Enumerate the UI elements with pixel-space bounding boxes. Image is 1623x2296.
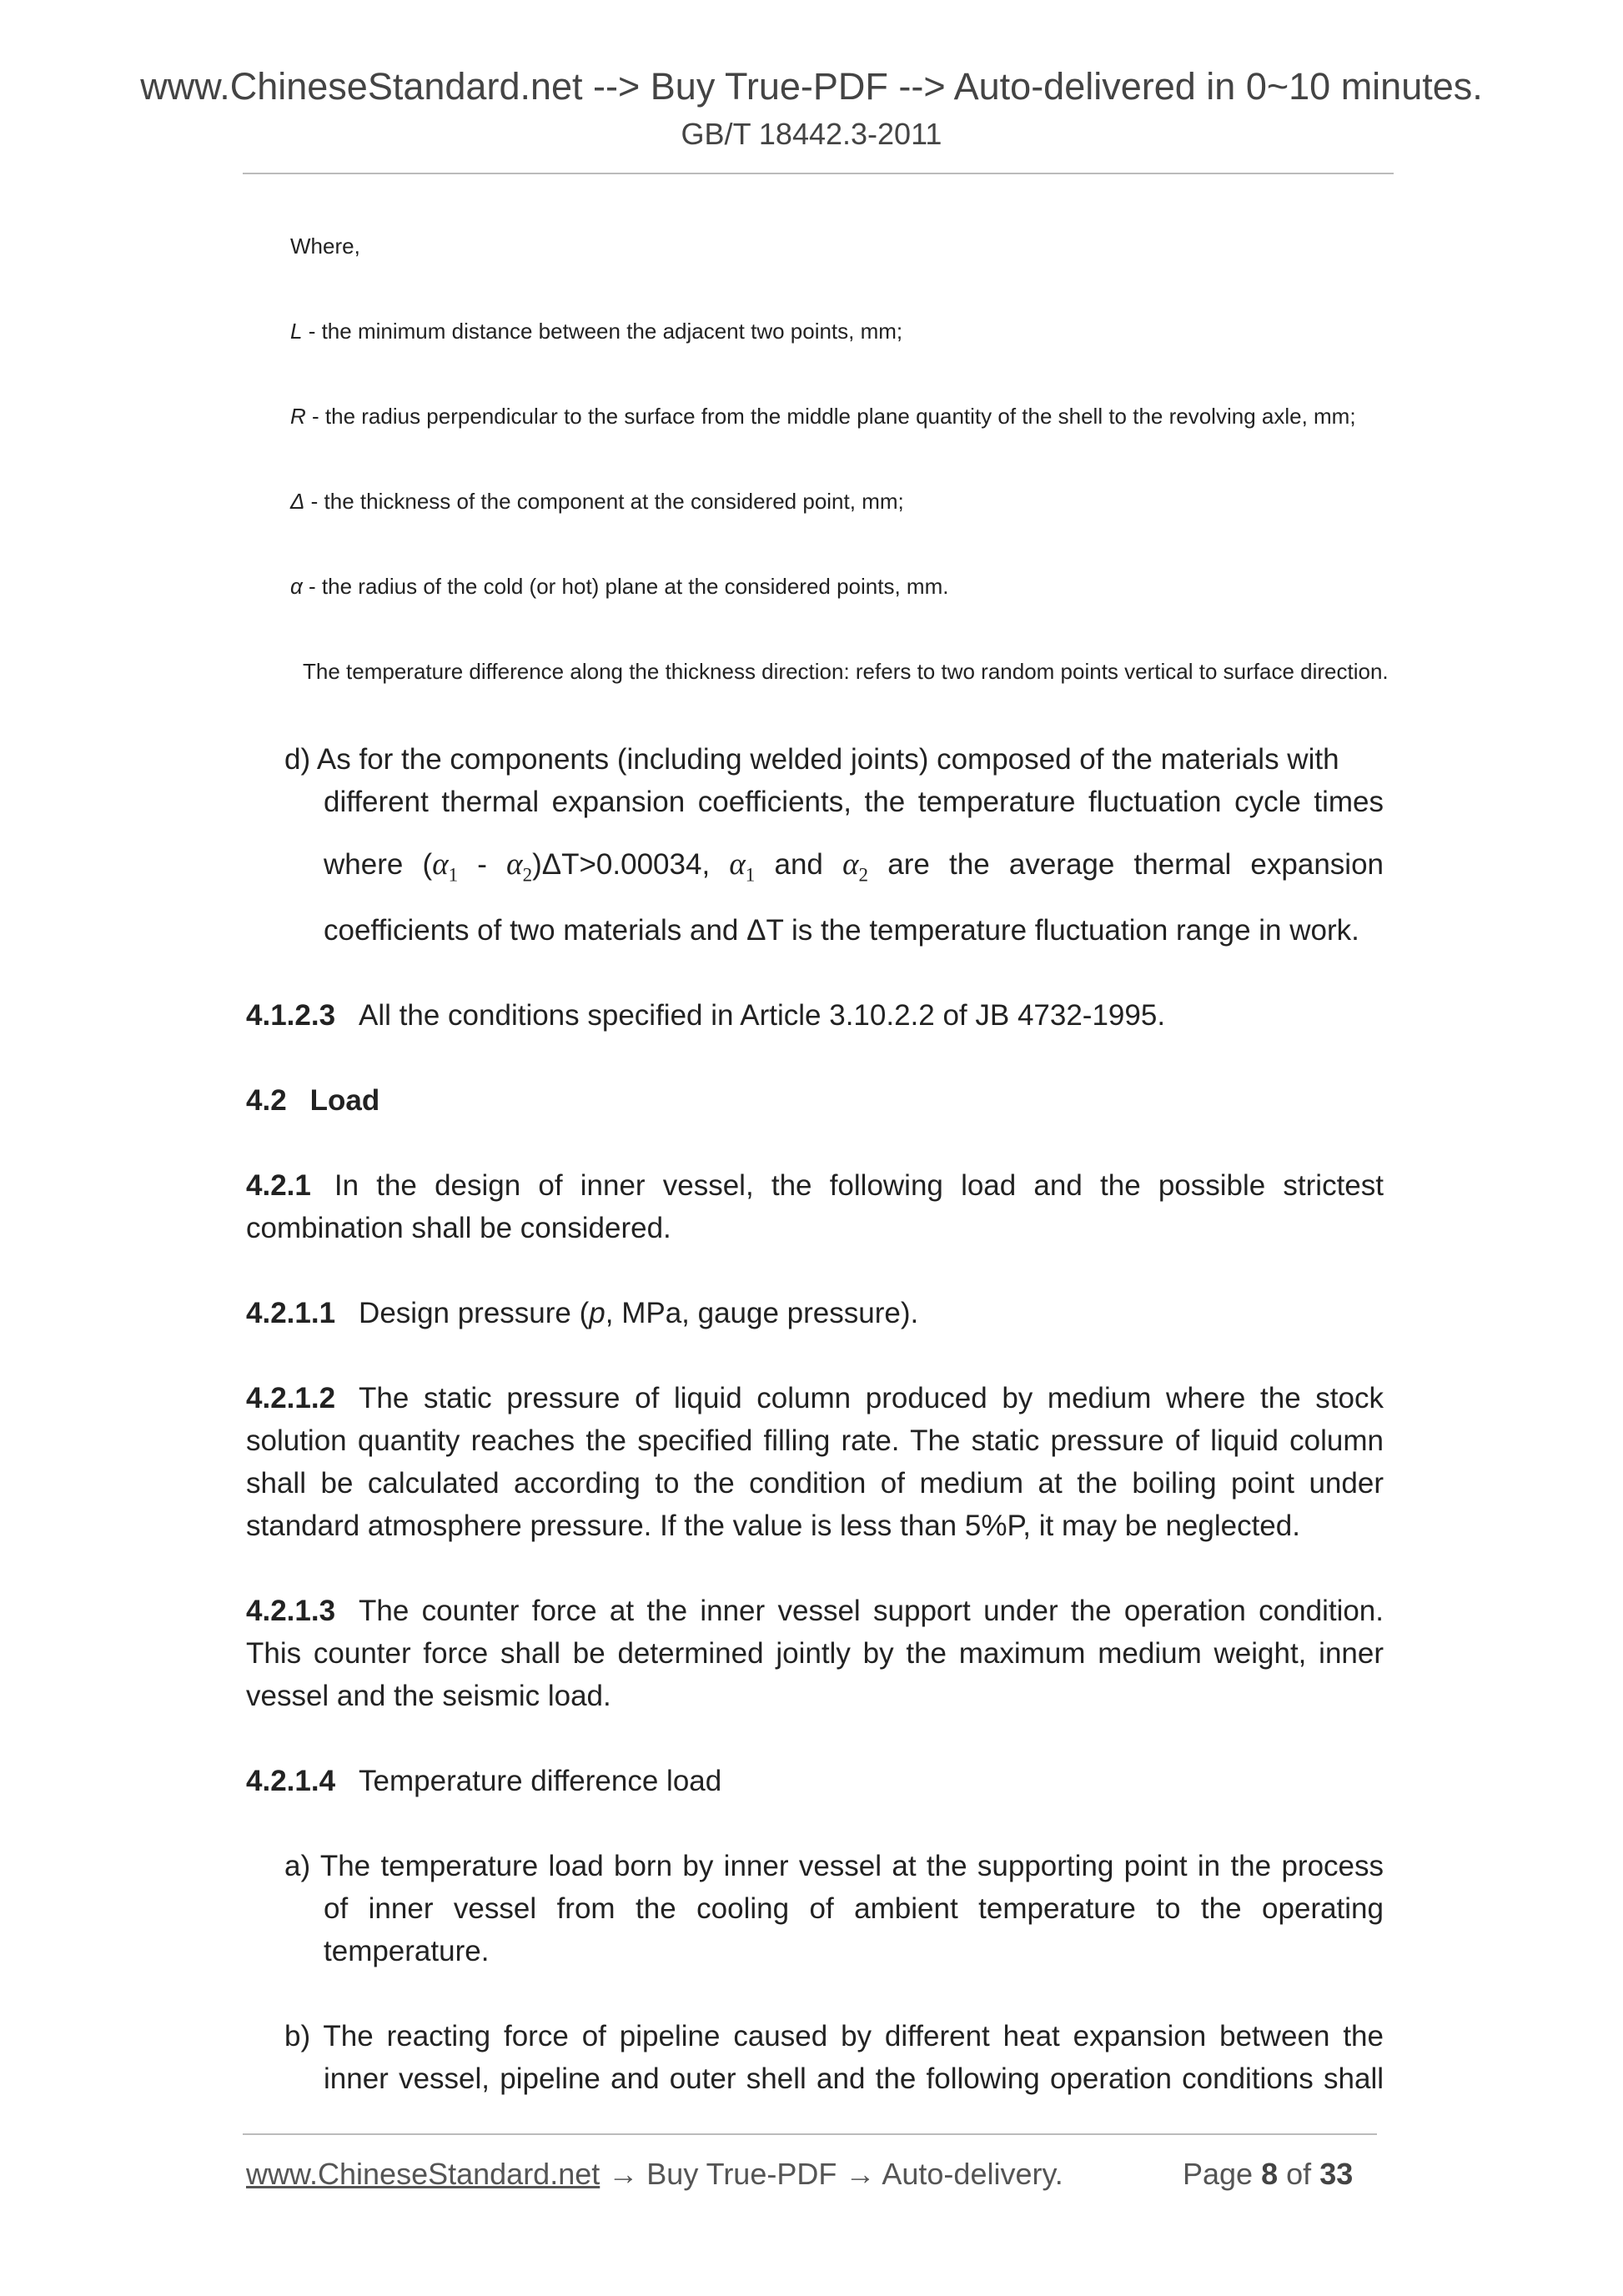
section-4-2-1-1: 4.2.1.1 Design pressure (p, MPa, gauge pressure).: [246, 1297, 919, 1329]
condition-text: )ΔT>0.00034,: [532, 848, 711, 881]
footer-buy-text: Buy True-PDF: [646, 2157, 837, 2191]
footer-divider: [243, 2133, 1377, 2135]
page-indicator: [1183, 2157, 1353, 2192]
item-b-line2: inner vessel, pipeline and outer shell and the following operation conditions shall: [324, 2062, 1384, 2095]
section-text: The counter force at the inner vessel support under the operation condition.: [359, 1595, 1384, 1627]
footer-auto-text: Auto-delivery.: [882, 2157, 1063, 2191]
section-number: 4.2.1.2: [246, 1382, 336, 1414]
item-d-line1: d) As for the components (including welded joints) composed of the materials with: [284, 743, 1339, 776]
rest-text: are the average thermal expansion: [887, 848, 1384, 881]
definition-text: - the radius of the cold (or hot) plane at the considered points, mm.: [302, 574, 949, 599]
section-4-2-1-2-line4: standard atmosphere pressure. If the value is less than 5%P, it may be neglected.: [246, 1510, 1300, 1542]
symbol-alpha: α: [290, 574, 303, 599]
footer-site-link[interactable]: www.ChineseStandard.net: [246, 2157, 600, 2191]
arrow-right-icon: →: [845, 2157, 876, 2191]
page-label: Page: [1183, 2157, 1254, 2191]
section-text: All the conditions specified in Article 3.10.2.2 of JB 4732-1995.: [359, 999, 1166, 1032]
definition-r: [290, 404, 1356, 430]
section-4-1-2-3: [246, 994, 1165, 1037]
section-4-2-1-3-line1: [246, 1590, 1384, 1632]
alpha-2: $\alpha_2$: [506, 847, 533, 886]
section-text: The static pressure of liquid column produced by medium where the stock: [359, 1382, 1384, 1414]
item-a-line1: a) The temperature load born by inner vessel at the supporting point in the process: [284, 1850, 1384, 1882]
section-4-2-1-4: [246, 1760, 721, 1802]
definition-text: - the minimum distance between the adjacent two points, mm;: [302, 319, 903, 344]
definition-text: - the thickness of the component at the considered point, mm;: [304, 489, 904, 514]
definition-l: [290, 319, 902, 344]
alpha-2-ref: $\alpha_2$: [842, 847, 869, 886]
section-4-2-1-line1: [246, 1164, 1384, 1207]
section-number: 4.2.1: [246, 1169, 311, 1202]
item-a-line2: of inner vessel from the cooling of ambient temperature to the operating: [324, 1892, 1384, 1925]
page-total: 33: [1319, 2157, 1354, 2191]
symbol-r: R: [290, 404, 306, 429]
definition-text: - the radius perpendicular to the surface from the middle plane quantity of the shell to the revolving axle, mm;: [305, 404, 1356, 429]
item-d-line2: different thermal expansion coefficients, the temperature fluctuation cycle times: [324, 786, 1384, 818]
section-number: 4.2.1.1: [246, 1297, 336, 1329]
symbol-p: p: [589, 1297, 605, 1329]
symbol-delta: Δ: [290, 489, 305, 514]
section-4-2-1-2-line1: [246, 1377, 1384, 1419]
where-label: Where,: [290, 234, 360, 259]
standard-number: GB/T 18442.3-2011: [681, 117, 942, 151]
section-text: In the design of inner vessel, the following load and the possible strictest: [334, 1169, 1384, 1202]
section-text: Temperature difference load: [359, 1765, 722, 1797]
section-4-2-1-3-line3: vessel and the seismic load.: [246, 1680, 611, 1712]
minus-sign: -: [458, 848, 507, 881]
section-4-2-1-2-line3: shall be calculated according to the condition of medium at the boiling point under: [246, 1467, 1384, 1500]
where-text: where (: [324, 848, 433, 881]
item-d-line4: coefficients of two materials and ΔT is the temperature fluctuation range in work.: [324, 914, 1359, 947]
section-4-2-1-line2: combination shall be considered.: [246, 1212, 671, 1244]
alpha-1: $\alpha_1$: [432, 847, 459, 886]
section-number: 4.2.1.4: [246, 1765, 336, 1797]
section-4-2-1-3-line2: This counter force shall be determined jointly by the maximum medium weight, inner: [246, 1637, 1384, 1670]
arrow-right-icon: →: [608, 2157, 639, 2191]
footer-left: [246, 2157, 1063, 2192]
definition-delta: [290, 489, 904, 515]
alpha-1-ref: $\alpha_1$: [729, 847, 756, 886]
and-text: and: [774, 848, 823, 881]
section-title: Load: [309, 1084, 380, 1117]
section-number: 4.1.2.3: [246, 999, 336, 1032]
temperature-note: The temperature difference along the thickness direction: refers to two random points vertical to surface direction.: [303, 659, 1389, 684]
header-divider: [243, 173, 1394, 174]
item-b-line1: b) The reacting force of pipeline caused by different heat expansion between the: [284, 2020, 1384, 2052]
section-number: 4.2: [246, 1084, 287, 1117]
item-a-line3: temperature.: [324, 1935, 490, 1967]
item-d-line3: [324, 843, 1384, 896]
symbol-l: L: [290, 319, 303, 344]
section-4-2-1-2-line2: solution quantity reaches the specified filling rate. The static pressure of liquid column: [246, 1424, 1384, 1457]
of-label: of: [1286, 2157, 1312, 2191]
section-4-2-heading: [246, 1079, 379, 1122]
page-number: 8: [1261, 2157, 1279, 2191]
definition-alpha: [290, 574, 948, 600]
header-banner[interactable]: www.ChineseStandard.net --> Buy True-PDF --> Auto-delivered in 0~10 minutes.: [140, 65, 1483, 108]
section-number: 4.2.1.3: [246, 1595, 336, 1627]
